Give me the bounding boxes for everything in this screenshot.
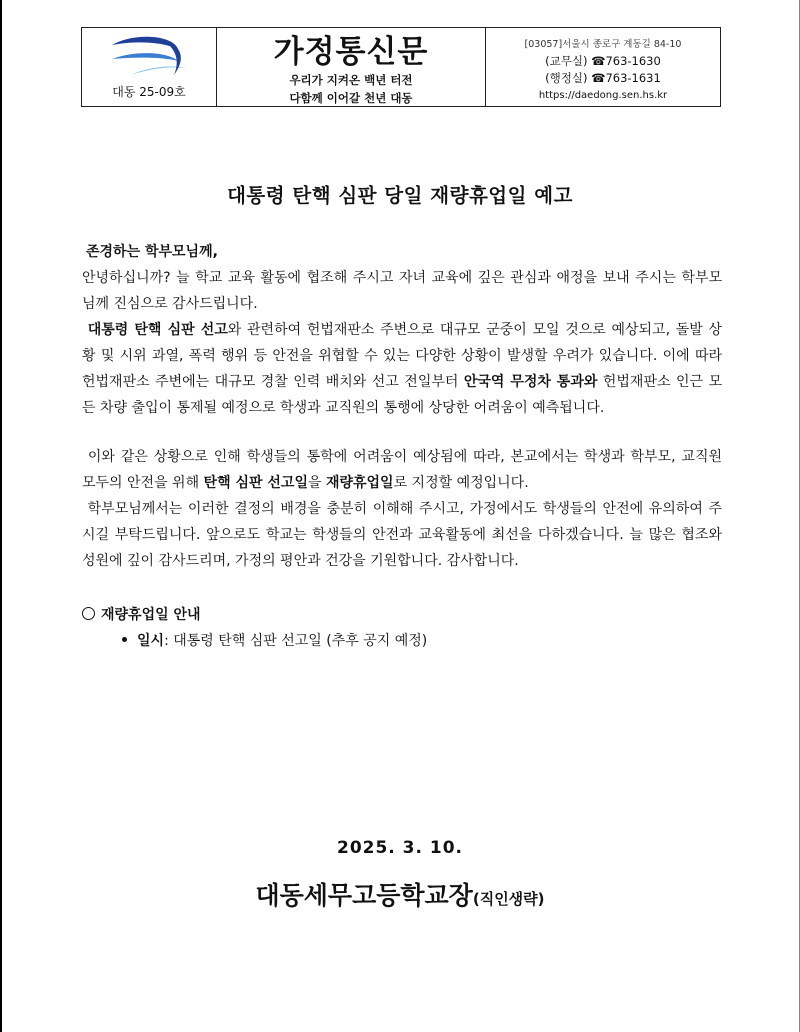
phone-academic: (교무실) ☎763-1630 xyxy=(545,54,661,68)
letterhead-logo-cell xyxy=(82,28,217,106)
school-logo-icon xyxy=(110,35,190,81)
letter-body xyxy=(82,239,722,654)
paragraph-3-line-2-text-a: 모두의 안전을 위해 xyxy=(82,475,204,491)
circle-bullet-icon xyxy=(82,607,95,620)
paragraph-4-line-3: 성원에 깊이 감사드리며, 가정의 평안과 건강을 기원합니다. 감사합니다. xyxy=(82,553,519,569)
section-title: 재량휴업일 안내 xyxy=(101,607,201,623)
item-label: 일시 xyxy=(137,633,165,649)
bold-anguk-station: 안국역 무정차 통과와 xyxy=(463,374,598,390)
letterhead-contact-cell xyxy=(486,28,720,106)
greeting: 존경하는 학부모님께, xyxy=(86,244,218,260)
document-title: 대통령 탄핵 심판 당일 재량휴업일 예고 xyxy=(227,184,573,207)
newsletter-title: 가정통신문 xyxy=(273,34,429,70)
bullet-dot-icon xyxy=(122,637,127,642)
paragraph-3-line-2-text-c: 로 지정할 예정입니다. xyxy=(393,475,529,491)
paragraph-3-line-1-text: 이와 같은 상황으로 인해 학생들의 통학에 어려움이 예상됨에 따라, 본교에서는 학생과 학부모, 교직원 xyxy=(87,449,722,465)
school-website: https://daedong.sen.hs.kr xyxy=(538,90,668,101)
letterhead-title-cell xyxy=(217,28,486,106)
paragraph-3-line-1 xyxy=(82,444,722,470)
issue-date: 2025. 3. 10. xyxy=(336,838,463,858)
paragraph-2-line-2: 황 및 시위 과열, 폭력 행위 등 안전을 위협할 수 있는 다양한 상황이 발생할 우려가 있습니다. 이에 따라 xyxy=(82,348,722,364)
bold-ruling-day: 탄핵 심판 선고일 xyxy=(203,475,308,491)
paragraph-1-line-2: 님께 진심으로 감사드립니다. xyxy=(82,296,258,312)
paragraph-2-line-3-text-b: 헌법재판소 인근 모 xyxy=(597,374,722,390)
paragraph-2-line-3-text-a: 헌법재판소 주변에는 대규모 경찰 인력 배치와 선고 전일부터 xyxy=(82,374,464,390)
bold-discretionary-holiday: 재량휴업일 xyxy=(325,475,394,491)
paragraph-4-line-2: 시길 부탁드립니다. 앞으로도 학교는 학생들의 안전과 교육활동에 최선을 다하겠습니다. 늘 많은 협조와 xyxy=(82,527,722,543)
issue-number: 대동 25-09호 xyxy=(112,85,186,99)
school-address: [03057]서울시 종로구 계동길 84-10 xyxy=(524,39,682,50)
slogan-line-1: 우리가 지켜온 백년 터전 xyxy=(289,73,413,87)
section-heading xyxy=(82,602,722,628)
paragraph-4-line-1-text: 학부모님께서는 이러한 결정의 배경을 충분히 이해해 주시고, 가정에서도 학생들의 안전에 유의하여 주 xyxy=(87,501,722,517)
seal-note: (직인생략) xyxy=(472,890,545,908)
paragraph-2-line-4: 든 차량 출입이 통제될 예정으로 학생과 교직원의 통행에 상당한 어려움이 예측됩니다. xyxy=(82,400,605,416)
principal-title: 대동세무고등학교장 xyxy=(255,881,473,910)
paragraph-2-line-1 xyxy=(82,317,722,343)
paragraph-3-line-2-text-b: 을 xyxy=(307,475,326,491)
paragraph-1-line-1: 안녕하십니까? 늘 학교 교육 활동에 협조해 주시고 자녀 교육에 깊은 관심과 애정을 보내 주시는 학부모 xyxy=(82,270,722,286)
signature-block xyxy=(0,876,800,912)
paragraph-3-line-2 xyxy=(82,470,722,496)
phone-admin: (행정실) ☎763-1631 xyxy=(545,71,661,85)
slogan-line-2: 다함께 이어갈 천년 대동 xyxy=(289,91,413,105)
paragraph-4-line-1 xyxy=(82,496,722,522)
item-value: : 대통령 탄핵 심판 선고일 (추후 공지 예정) xyxy=(164,633,428,649)
paragraph-2-line-1-text: 와 관련하여 헌법재판소 주변으로 대규모 군중이 모일 것으로 예상되고, 돌발 상 xyxy=(227,322,723,338)
holiday-date-item xyxy=(82,628,722,654)
bold-ruling: 대통령 탄핵 심판 선고 xyxy=(87,322,228,338)
letterhead xyxy=(81,27,721,107)
paragraph-2-line-3 xyxy=(82,369,722,395)
